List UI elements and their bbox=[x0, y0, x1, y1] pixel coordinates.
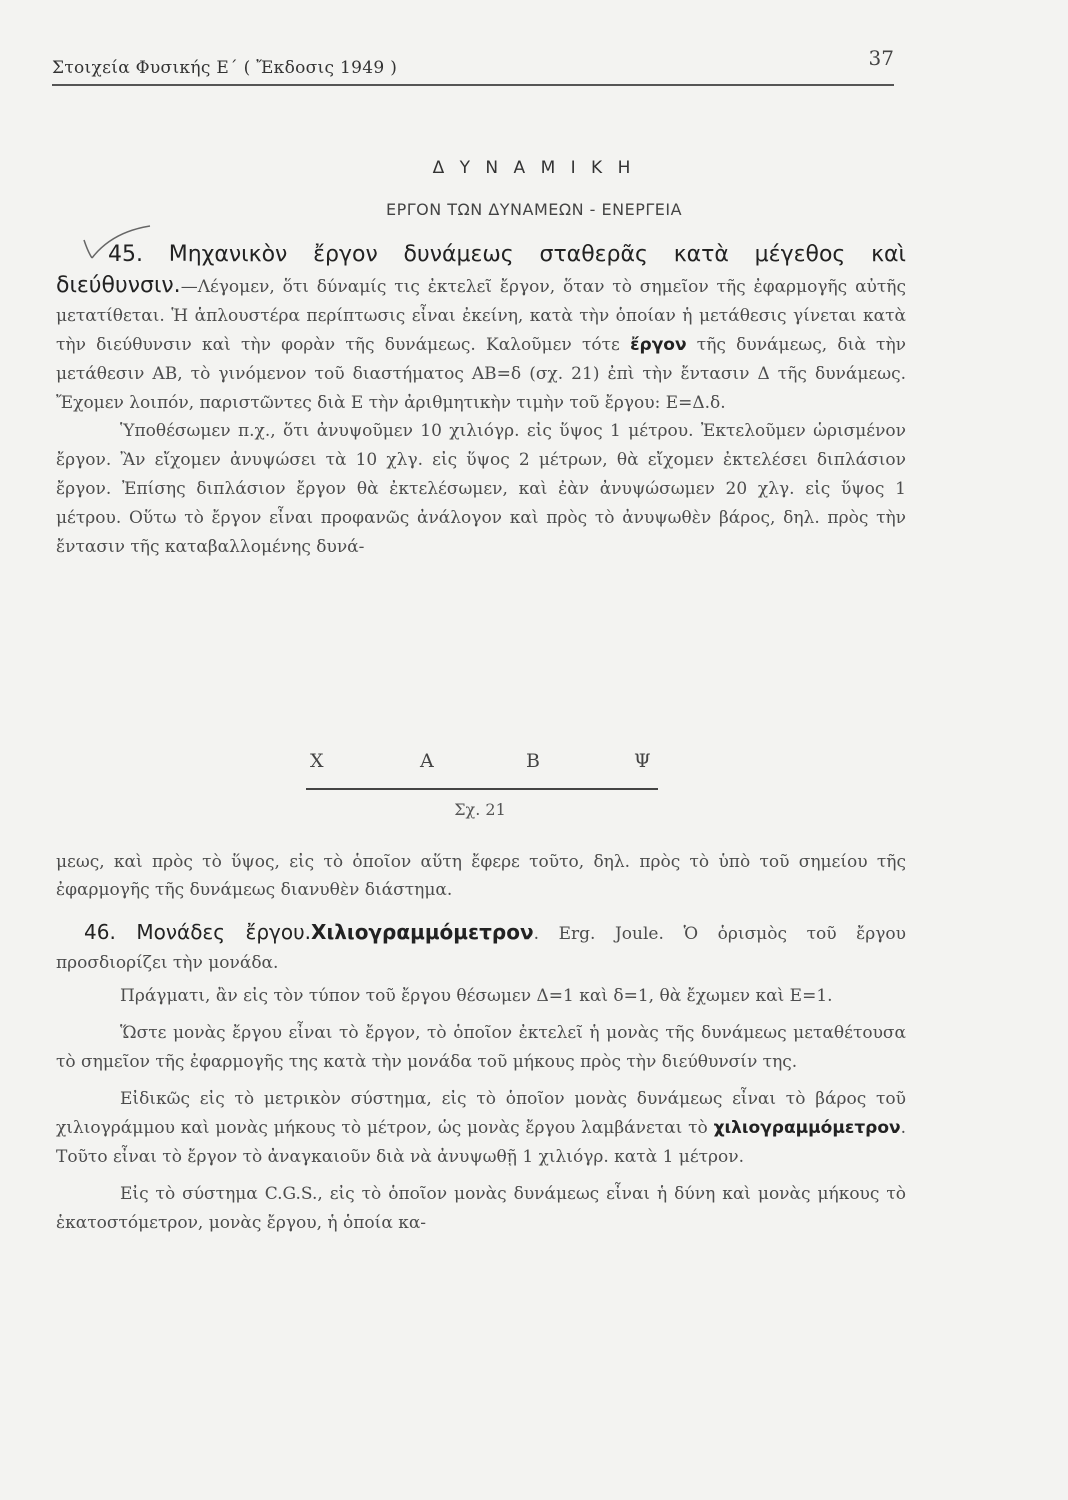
article-46-paragraph-4 bbox=[56, 1085, 906, 1172]
article-46-heading-rest: . Erg. Joule. Ὁ ὁρισμὸς τοῦ ἔργου προσδιορίζει τὴν μονάδα. bbox=[56, 924, 906, 973]
article-46-text-a: Εἰδικῶς εἰς τὸ μετρικὸν σύστημα, εἰς τὸ ὁποῖον μονὰς δυνάμεως εἶναι τὸ βάρος τοῦ χιλιογράμμου καὶ μονὰς μήκους τὸ μέτρον, ὡς μονὰς ἔργου λαμβάνεται τὸ bbox=[56, 1089, 906, 1138]
article-46-heading: 46. Μονάδες ἔργου. bbox=[84, 920, 312, 944]
article-45-text-a: —Λέγομεν, ὅτι δύναμίς τις ἐκτελεῖ ἔργον, ὅταν τὸ σημεῖον τῆς ἐφαρμογῆς αὐτῆς μετατίθεται. Ἡ ἁπλουστέρα περίπτωσις εἶναι ἐκείνη, κατὰ τὴν ὁποίαν ἡ μετάθεσις γίνεται κατὰ τὴν διεύθυνσιν καὶ τὴν φορὰν τῆς δυνάμεως. Καλοῦμεν τότε bbox=[56, 276, 906, 355]
article-45-paragraph-2: Ὑποθέσωμεν π.χ., ὅτι ἀνυψοῦμεν 10 χιλιόγρ. εἰς ὕψος 1 μέτρου. Ἐκτελοῦμεν ὡρισμένον ἔργον. Ἂν εἴχομεν ἀνυψώσει τὰ 10 χλγ. εἰς ὕψος 2 μέτρων, θὰ εἴχομεν ἐκτελέσει διπλάσιον ἔργον. Ἐπίσης διπλάσιον ἔργον θὰ ἐκτελέσωμεν, καὶ ἐὰν ἀνυψώσωμεν 20 χλγ. εἰς ὕψος 1 μέτρου. Οὕτω τὸ ἔργον εἶναι προφανῶς ἀνάλογον καὶ πρὸς τὸ ἀνυψωθὲν βάρος, δηλ. πρὸς τὴν ἔντασιν τῆς καταβαλλομένης δυνά- bbox=[56, 421, 906, 558]
article-45-paragraph-1 bbox=[56, 240, 906, 417]
page-number: 37 bbox=[868, 46, 894, 70]
figure-label-psi: Ψ bbox=[634, 750, 651, 772]
page-header bbox=[52, 44, 894, 86]
article-46-paragraph-2: Πράγματι, ἂν εἰς τὸν τύπον τοῦ ἔργου θέσωμεν Δ=1 καὶ δ=1, θὰ ἔχωμεν καὶ Ε=1. bbox=[120, 986, 833, 1006]
figure-label-b: Β bbox=[526, 750, 540, 772]
article-45-paragraph-2-continued: μεως, καὶ πρὸς τὸ ὕψος, εἰς τὸ ὁποῖον αὕτη ἔφερε τοῦτο, δηλ. πρὸς τὸ ὑπὸ τοῦ σημείου τῆς ἐφαρμογῆς τῆς δυνάμεως διανυθὲν διάστημα. bbox=[56, 852, 906, 900]
figure-caption: Σχ. 21 bbox=[454, 800, 506, 819]
article-45 bbox=[56, 240, 906, 562]
article-45-heading: 45. Μηχανικὸν ἔργον δυνάμεως σταθερᾶς κατὰ μέγεθος καὶ διεύθυνσιν. bbox=[56, 242, 906, 298]
figure-label-x: Χ bbox=[310, 750, 324, 772]
figure-line bbox=[306, 788, 658, 790]
section-title: Δ Υ Ν Α Μ Ι Κ Η bbox=[432, 158, 636, 178]
article-46-paragraph-1 bbox=[56, 918, 906, 978]
term-ergon: ἔργον bbox=[630, 334, 687, 355]
figure-21 bbox=[300, 744, 660, 834]
term-kilogrammeter-heading: Χιλιογραμμόμετρον bbox=[311, 920, 534, 944]
article-46-text-b: . Τοῦτο εἶναι τὸ ἔργον τὸ ἀναγκαιοῦν διὰ νὰ ἀνυψωθῇ 1 χιλιόγρ. κατὰ 1 μέτρον. bbox=[56, 1118, 907, 1167]
figure-label-a: Α bbox=[420, 750, 434, 772]
running-title: Στοιχεία Φυσικής Ε΄ ( Ἔκδοσις 1949 ) bbox=[52, 58, 398, 78]
subsection-title: ΕΡΓΟΝ ΤΩΝ ΔΥΝΑΜΕΩΝ - ΕΝΕΡΓΕΙΑ bbox=[385, 200, 683, 219]
article-46 bbox=[56, 918, 906, 1238]
article-45-text-b: τῆς δυνάμεως, διὰ τὴν μετάθεσιν ΑΒ, τὸ γινόμενον τοῦ διαστήματος ΑΒ=δ (σχ. 21) ἐπὶ τὴν ἔντασιν Δ τῆς δυνάμεως. Ἔχομεν λοιπόν, παριστῶντες διὰ Ε τὴν ἀριθμητικὴν τιμὴν τοῦ ἔργου: Ε=Δ.δ. bbox=[56, 334, 906, 413]
article-46-paragraph-3: Ὥστε μονὰς ἔργου εἶναι τὸ ἔργον, τὸ ὁποῖον ἐκτελεῖ ἡ μονὰς τῆς δυνάμεως μεταθέτουσα τὸ σημεῖον τῆς ἐφαρμογῆς της κατὰ τὴν μονάδα τοῦ μήκους πρὸς τὴν διεύθυνσίν της. bbox=[56, 1023, 906, 1072]
article-46-paragraph-5: Εἰς τὸ σύστημα C.G.S., εἰς τὸ ὁποῖον μονὰς δυνάμεως εἶναι ἡ δύνη καὶ μονὰς μήκους τὸ ἑκατοστόμετρον, μονὰς ἔργου, ἡ ὁποία κα- bbox=[56, 1184, 906, 1233]
term-kilogrammeter: χιλιογραμμόμετρον bbox=[713, 1118, 901, 1138]
article-45-continuation bbox=[56, 848, 906, 904]
